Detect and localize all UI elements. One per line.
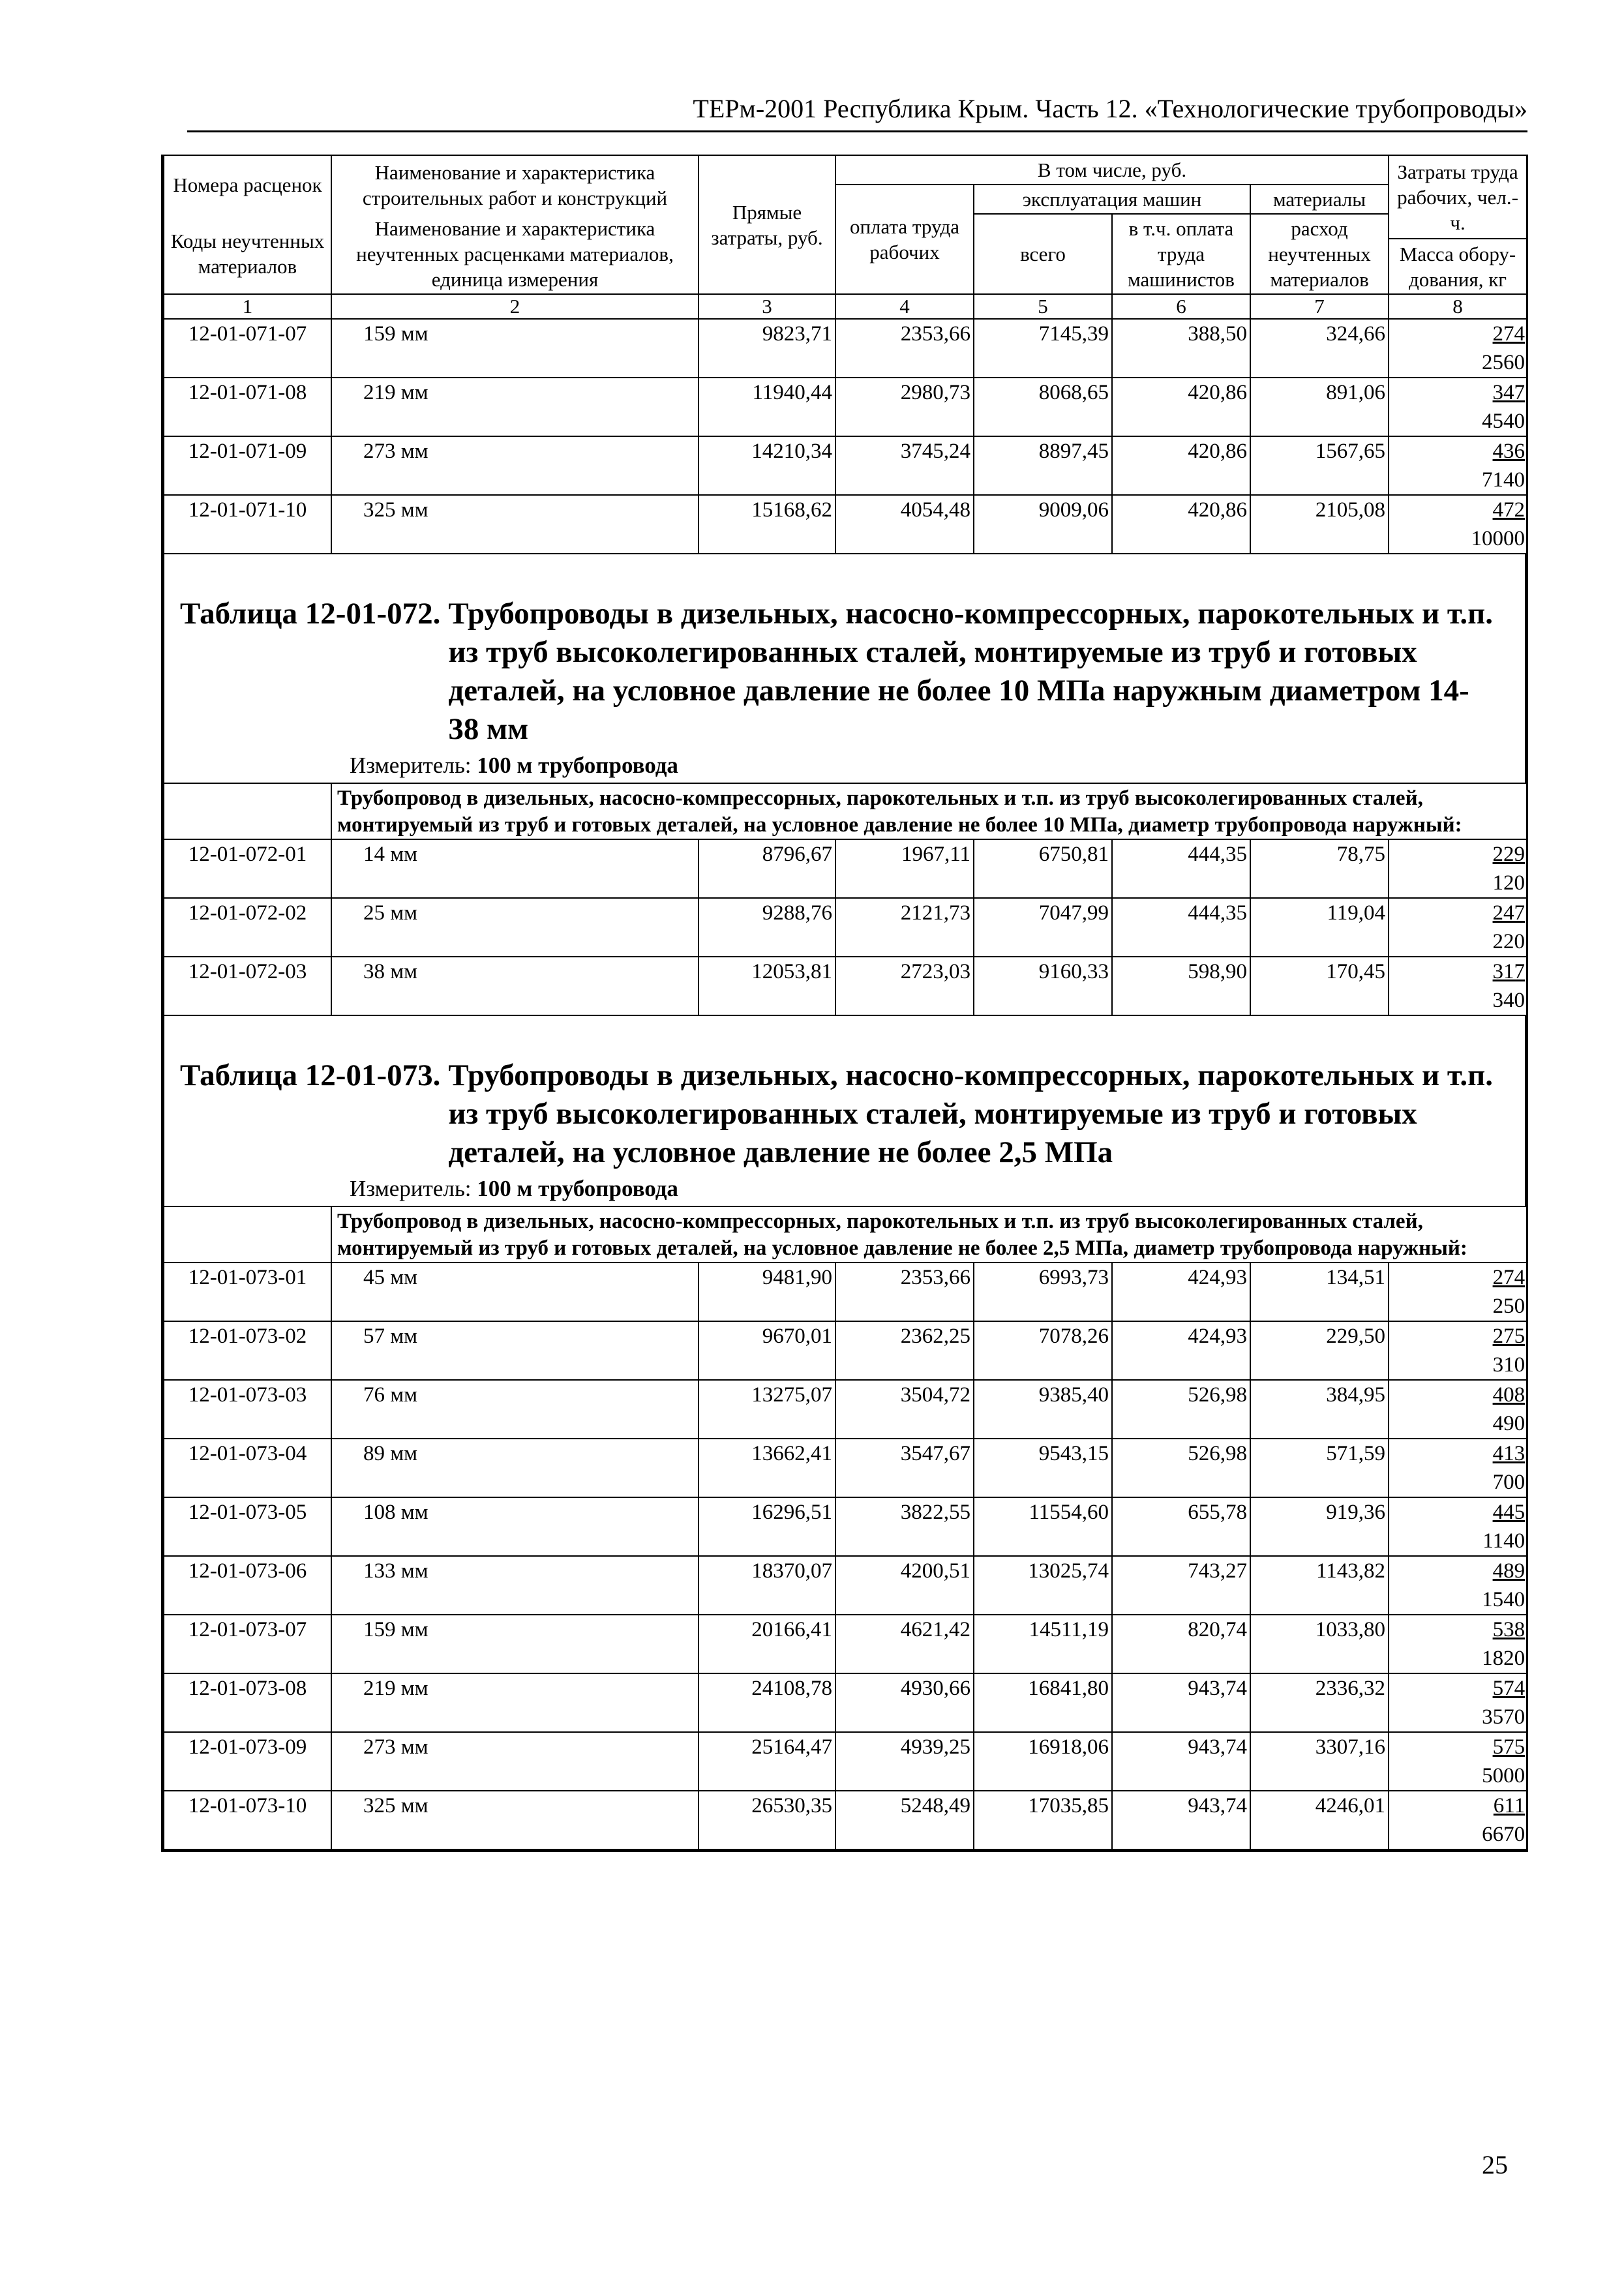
worker-pay: 3547,67 — [835, 1439, 974, 1497]
table-072-label: Таблица 12-01-072. — [180, 597, 441, 631]
labor-and-mass-cell — [1389, 1497, 1527, 1556]
operator-pay: 598,90 — [1112, 957, 1250, 1015]
materials-cost: 119,04 — [1250, 898, 1389, 957]
direct-costs: 24108,78 — [699, 1673, 835, 1732]
materials-cost: 78,75 — [1250, 839, 1389, 898]
column-number: 4 — [835, 294, 974, 319]
rate-code: 12-01-073-02 — [164, 1321, 331, 1380]
equipment-mass: 490 — [1492, 1412, 1526, 1435]
materials-cost: 891,06 — [1250, 378, 1389, 436]
equipment-mass: 700 — [1492, 1471, 1526, 1494]
worker-pay: 4930,66 — [835, 1673, 974, 1732]
equipment-mass: 1540 — [1482, 1588, 1526, 1611]
group-empty-cell — [164, 783, 331, 839]
pipe-diameter: 14 мм — [331, 839, 699, 898]
header-cell-worker-pay: оплата труда рабочих — [835, 185, 974, 294]
operator-pay: 424,93 — [1112, 1263, 1250, 1321]
materials-cost: 2336,32 — [1250, 1673, 1389, 1732]
table-row — [164, 1497, 1527, 1556]
labor-and-mass-cell — [1389, 1732, 1527, 1791]
worker-pay: 1967,11 — [835, 839, 974, 898]
rate-code: 12-01-073-06 — [164, 1556, 331, 1615]
equipment-mass: 1140 — [1482, 1529, 1526, 1553]
table-row — [164, 898, 1527, 957]
column-number: 6 — [1112, 294, 1250, 319]
materials-cost: 229,50 — [1250, 1321, 1389, 1380]
materials-cost: 1143,82 — [1250, 1556, 1389, 1615]
equipment-mass: 1820 — [1482, 1647, 1526, 1670]
table-072-measure — [180, 751, 1525, 783]
labor-and-mass-cell — [1389, 319, 1527, 378]
operator-pay: 424,93 — [1112, 1321, 1250, 1380]
operator-pay: 420,86 — [1112, 436, 1250, 495]
table-072-section — [163, 554, 1526, 783]
rate-code: 12-01-071-07 — [164, 319, 331, 378]
measure-label: Измеритель: — [350, 753, 472, 778]
materials-cost: 324,66 — [1250, 319, 1389, 378]
column-number: 5 — [974, 294, 1112, 319]
direct-costs: 11940,44 — [699, 378, 835, 436]
rate-code: 12-01-072-03 — [164, 957, 331, 1015]
equipment-mass: 6670 — [1482, 1823, 1526, 1846]
pipe-diameter: 219 мм — [331, 378, 699, 436]
worker-pay: 2121,73 — [835, 898, 974, 957]
machine-total: 8068,65 — [974, 378, 1112, 436]
measure-value: 100 м трубопровода — [477, 753, 678, 778]
machine-total: 16918,06 — [974, 1732, 1112, 1791]
table-row — [164, 1791, 1527, 1849]
table-073-body — [164, 1263, 1527, 1849]
running-head: ТЕРм-2001 Республика Крым. Часть 12. «Технологические трубопроводы» — [693, 94, 1527, 123]
labor-hours: 436 — [1492, 440, 1526, 463]
labor-and-mass-cell — [1389, 378, 1527, 436]
direct-costs: 9823,71 — [699, 319, 835, 378]
direct-costs: 20166,41 — [699, 1615, 835, 1673]
table-072 — [163, 783, 1527, 1016]
labor-hours: 472 — [1492, 498, 1526, 522]
header-cell-materials-description: Наименование и характеристика неучтенных расценками материалов, единица измерения — [331, 214, 699, 294]
direct-costs: 25164,47 — [699, 1732, 835, 1791]
machine-total: 9385,40 — [974, 1380, 1112, 1439]
table-073-measure — [180, 1174, 1525, 1206]
rate-code: 12-01-073-03 — [164, 1380, 331, 1439]
table-row — [164, 839, 1527, 898]
labor-and-mass-cell — [1389, 495, 1527, 554]
table-row — [164, 1556, 1527, 1615]
machine-total: 8897,45 — [974, 436, 1112, 495]
column-number: 3 — [699, 294, 835, 319]
rate-code: 12-01-073-09 — [164, 1732, 331, 1791]
labor-hours: 489 — [1492, 1559, 1526, 1583]
operator-pay: 420,86 — [1112, 495, 1250, 554]
operator-pay: 655,78 — [1112, 1497, 1250, 1556]
pipe-diameter: 219 мм — [331, 1673, 699, 1732]
materials-cost: 170,45 — [1250, 957, 1389, 1015]
pipe-diameter: 38 мм — [331, 957, 699, 1015]
rate-code: 12-01-073-08 — [164, 1673, 331, 1732]
rate-code: 12-01-073-01 — [164, 1263, 331, 1321]
table-row — [164, 1732, 1527, 1791]
labor-and-mass-cell — [1389, 1673, 1527, 1732]
measure-value: 100 м трубопровода — [477, 1176, 678, 1201]
rate-code: 12-01-071-08 — [164, 378, 331, 436]
machine-total: 9543,15 — [974, 1439, 1112, 1497]
direct-costs: 15168,62 — [699, 495, 835, 554]
machine-total: 6750,81 — [974, 839, 1112, 898]
pipe-diameter: 273 мм — [331, 436, 699, 495]
table-row — [164, 957, 1527, 1015]
header-rule — [187, 130, 1527, 132]
equipment-mass: 340 — [1492, 989, 1526, 1012]
operator-pay: 388,50 — [1112, 319, 1250, 378]
worker-pay: 2980,73 — [835, 378, 974, 436]
header-cell-unaccounted-materials: расход неучтенных материалов — [1250, 214, 1389, 294]
column-number: 2 — [331, 294, 699, 319]
header-cell-machine-operation: эксплуатация машин — [974, 185, 1250, 214]
worker-pay: 2353,66 — [835, 319, 974, 378]
group-empty-cell — [164, 1206, 331, 1263]
labor-hours: 247 — [1492, 901, 1526, 925]
operator-pay: 743,27 — [1112, 1556, 1250, 1615]
table-073-title — [180, 1056, 1525, 1172]
labor-and-mass-cell — [1389, 1439, 1527, 1497]
labor-hours: 611 — [1493, 1794, 1526, 1818]
rate-code: 12-01-073-07 — [164, 1615, 331, 1673]
operator-pay: 526,98 — [1112, 1439, 1250, 1497]
materials-cost: 571,59 — [1250, 1439, 1389, 1497]
labor-hours: 275 — [1492, 1324, 1526, 1348]
machine-total: 17035,85 — [974, 1791, 1112, 1849]
operator-pay: 420,86 — [1112, 378, 1250, 436]
worker-pay: 4939,25 — [835, 1732, 974, 1791]
machine-total: 16841,80 — [974, 1673, 1112, 1732]
machine-total: 11554,60 — [974, 1497, 1112, 1556]
direct-costs: 9288,76 — [699, 898, 835, 957]
operator-pay: 526,98 — [1112, 1380, 1250, 1439]
rate-code: 12-01-072-01 — [164, 839, 331, 898]
direct-costs: 8796,67 — [699, 839, 835, 898]
materials-cost: 2105,08 — [1250, 495, 1389, 554]
equipment-mass: 3570 — [1482, 1705, 1526, 1729]
table-073-title-text: Трубопроводы в дизельных, насосно-компрессорных, парокотельных и т.п. из труб высоколегированных сталей, монтируемые из труб и готовых деталей, на условное давление не более 2,5 МПа — [448, 1058, 1494, 1169]
labor-hours: 229 — [1492, 843, 1526, 866]
header-cell-labor-hours: Затраты труда рабочих, чел.-ч. — [1389, 155, 1527, 239]
direct-costs: 16296,51 — [699, 1497, 835, 1556]
pipe-diameter: 57 мм — [331, 1321, 699, 1380]
pipe-diameter: 159 мм — [331, 1615, 699, 1673]
pipe-diameter: 273 мм — [331, 1732, 699, 1791]
direct-costs: 13275,07 — [699, 1380, 835, 1439]
labor-hours: 574 — [1492, 1677, 1526, 1700]
equipment-mass: 5000 — [1482, 1764, 1526, 1788]
rate-code: 12-01-071-10 — [164, 495, 331, 554]
machine-total: 9009,06 — [974, 495, 1112, 554]
worker-pay: 5248,49 — [835, 1791, 974, 1849]
equipment-mass: 10000 — [1471, 527, 1526, 550]
worker-pay: 4054,48 — [835, 495, 974, 554]
equipment-mass: 4540 — [1482, 410, 1526, 433]
measure-label: Измеритель: — [350, 1176, 472, 1201]
table-072-title — [180, 595, 1525, 749]
materials-cost: 3307,16 — [1250, 1732, 1389, 1791]
operator-pay: 943,74 — [1112, 1791, 1250, 1849]
table-row — [164, 378, 1527, 436]
table-072-body — [164, 839, 1527, 1015]
table-row — [164, 1263, 1527, 1321]
machine-total: 7078,26 — [974, 1321, 1112, 1380]
direct-costs: 9481,90 — [699, 1263, 835, 1321]
machine-total: 7047,99 — [974, 898, 1112, 957]
table-row — [164, 319, 1527, 378]
worker-pay: 3745,24 — [835, 436, 974, 495]
labor-hours: 274 — [1492, 322, 1526, 346]
pipe-diameter: 159 мм — [331, 319, 699, 378]
pipe-diameter: 45 мм — [331, 1263, 699, 1321]
machine-total: 7145,39 — [974, 319, 1112, 378]
pipe-diameter: 325 мм — [331, 1791, 699, 1849]
header-table — [163, 155, 1527, 554]
column-number: 1 — [164, 294, 331, 319]
operator-pay: 820,74 — [1112, 1615, 1250, 1673]
machine-total: 6993,73 — [974, 1263, 1112, 1321]
header-cell-unaccounted-codes: Коды неучтенных материалов — [164, 214, 331, 294]
operator-pay: 444,35 — [1112, 839, 1250, 898]
labor-and-mass-cell — [1389, 1321, 1527, 1380]
table-row — [164, 1380, 1527, 1439]
table-row — [164, 1439, 1527, 1497]
column-number: 8 — [1389, 294, 1527, 319]
table-row — [164, 436, 1527, 495]
worker-pay: 2353,66 — [835, 1263, 974, 1321]
header-cell-equipment-mass: Масса обору-дования, кг — [1389, 239, 1527, 294]
labor-and-mass-cell — [1389, 957, 1527, 1015]
materials-cost: 1567,65 — [1250, 436, 1389, 495]
labor-and-mass-cell — [1389, 839, 1527, 898]
labor-hours: 575 — [1492, 1735, 1526, 1759]
machine-total: 14511,19 — [974, 1615, 1112, 1673]
equipment-mass: 7140 — [1482, 468, 1526, 492]
machine-total: 9160,33 — [974, 957, 1112, 1015]
table-073-label: Таблица 12-01-073. — [180, 1058, 441, 1092]
direct-costs: 26530,35 — [699, 1791, 835, 1849]
table-row — [164, 1673, 1527, 1732]
operator-pay: 943,74 — [1112, 1732, 1250, 1791]
labor-and-mass-cell — [1389, 898, 1527, 957]
table-073-group-heading: Трубопровод в дизельных, насосно-компрессорных, парокотельных и т.п. из труб высоколегированных сталей, монтируемый из труб и готовых деталей, на условное давление не более 2,5 МПа, диаметр трубопровода наружный: — [331, 1206, 1527, 1263]
equipment-mass: 310 — [1492, 1353, 1526, 1377]
table-071-body — [164, 319, 1527, 554]
table-073-section — [163, 1016, 1526, 1206]
labor-hours: 408 — [1492, 1383, 1526, 1407]
direct-costs: 12053,81 — [699, 957, 835, 1015]
labor-hours: 445 — [1492, 1501, 1526, 1524]
pipe-diameter: 89 мм — [331, 1439, 699, 1497]
rate-code: 12-01-073-10 — [164, 1791, 331, 1849]
machine-total: 13025,74 — [974, 1556, 1112, 1615]
table-row — [164, 1615, 1527, 1673]
table-072-title-text: Трубопроводы в дизельных, насосно-компрессорных, парокотельных и т.п. из труб высоколегированных сталей, монтируемые из труб и готовых деталей, на условное давление не более 10 МПа наружным диаметром 14-38 мм — [448, 597, 1494, 746]
header-cell-rate-numbers: Номера расценок — [164, 155, 331, 214]
header-cell-total: всего — [974, 214, 1112, 294]
labor-and-mass-cell — [1389, 1615, 1527, 1673]
header-cell-direct-costs: Прямые затраты, руб. — [699, 155, 835, 294]
worker-pay: 4621,42 — [835, 1615, 974, 1673]
equipment-mass: 2560 — [1482, 351, 1526, 374]
operator-pay: 444,35 — [1112, 898, 1250, 957]
pipe-diameter: 133 мм — [331, 1556, 699, 1615]
worker-pay: 2723,03 — [835, 957, 974, 1015]
materials-cost: 1033,80 — [1250, 1615, 1389, 1673]
labor-and-mass-cell — [1389, 436, 1527, 495]
labor-and-mass-cell — [1389, 1380, 1527, 1439]
table-row — [164, 495, 1527, 554]
worker-pay: 3504,72 — [835, 1380, 974, 1439]
document-frame — [161, 155, 1528, 1852]
worker-pay: 4200,51 — [835, 1556, 974, 1615]
equipment-mass: 120 — [1492, 871, 1526, 895]
page-number: 25 — [1482, 2150, 1508, 2179]
labor-and-mass-cell — [1389, 1791, 1527, 1849]
labor-hours: 413 — [1492, 1442, 1526, 1465]
header-cell-materials: материалы — [1250, 185, 1389, 214]
column-number: 7 — [1250, 294, 1389, 319]
direct-costs: 13662,41 — [699, 1439, 835, 1497]
labor-hours: 274 — [1492, 1266, 1526, 1289]
direct-costs: 18370,07 — [699, 1556, 835, 1615]
labor-hours: 538 — [1492, 1618, 1526, 1641]
materials-cost: 919,36 — [1250, 1497, 1389, 1556]
equipment-mass: 250 — [1492, 1294, 1526, 1318]
labor-hours: 317 — [1492, 960, 1526, 983]
table-072-group-heading: Трубопровод в дизельных, насосно-компрессорных, парокотельных и т.п. из труб высоколегированных сталей, монтируемый из труб и готовых деталей, на условное давление не более 10 МПа, диаметр трубопровода наружный: — [331, 783, 1527, 839]
worker-pay: 3822,55 — [835, 1497, 974, 1556]
table-row — [164, 1321, 1527, 1380]
rate-code: 12-01-071-09 — [164, 436, 331, 495]
header-cell-including: В том числе, руб. — [835, 155, 1389, 185]
rate-code: 12-01-073-05 — [164, 1497, 331, 1556]
labor-and-mass-cell — [1389, 1556, 1527, 1615]
direct-costs: 9670,01 — [699, 1321, 835, 1380]
header-cell-operator-pay: в т.ч. оплата труда машинистов — [1112, 214, 1250, 294]
table-073 — [163, 1206, 1527, 1850]
materials-cost: 4246,01 — [1250, 1791, 1389, 1849]
pipe-diameter: 25 мм — [331, 898, 699, 957]
labor-hours: 347 — [1492, 381, 1526, 404]
direct-costs: 14210,34 — [699, 436, 835, 495]
worker-pay: 2362,25 — [835, 1321, 974, 1380]
rate-code: 12-01-072-02 — [164, 898, 331, 957]
pipe-diameter: 76 мм — [331, 1380, 699, 1439]
operator-pay: 943,74 — [1112, 1673, 1250, 1732]
labor-and-mass-cell — [1389, 1263, 1527, 1321]
pipe-diameter: 325 мм — [331, 495, 699, 554]
equipment-mass: 220 — [1492, 930, 1526, 953]
rate-code: 12-01-073-04 — [164, 1439, 331, 1497]
materials-cost: 384,95 — [1250, 1380, 1389, 1439]
header-cell-work-description: Наименование и характеристика строительных работ и конструкций — [331, 155, 699, 214]
materials-cost: 134,51 — [1250, 1263, 1389, 1321]
pipe-diameter: 108 мм — [331, 1497, 699, 1556]
